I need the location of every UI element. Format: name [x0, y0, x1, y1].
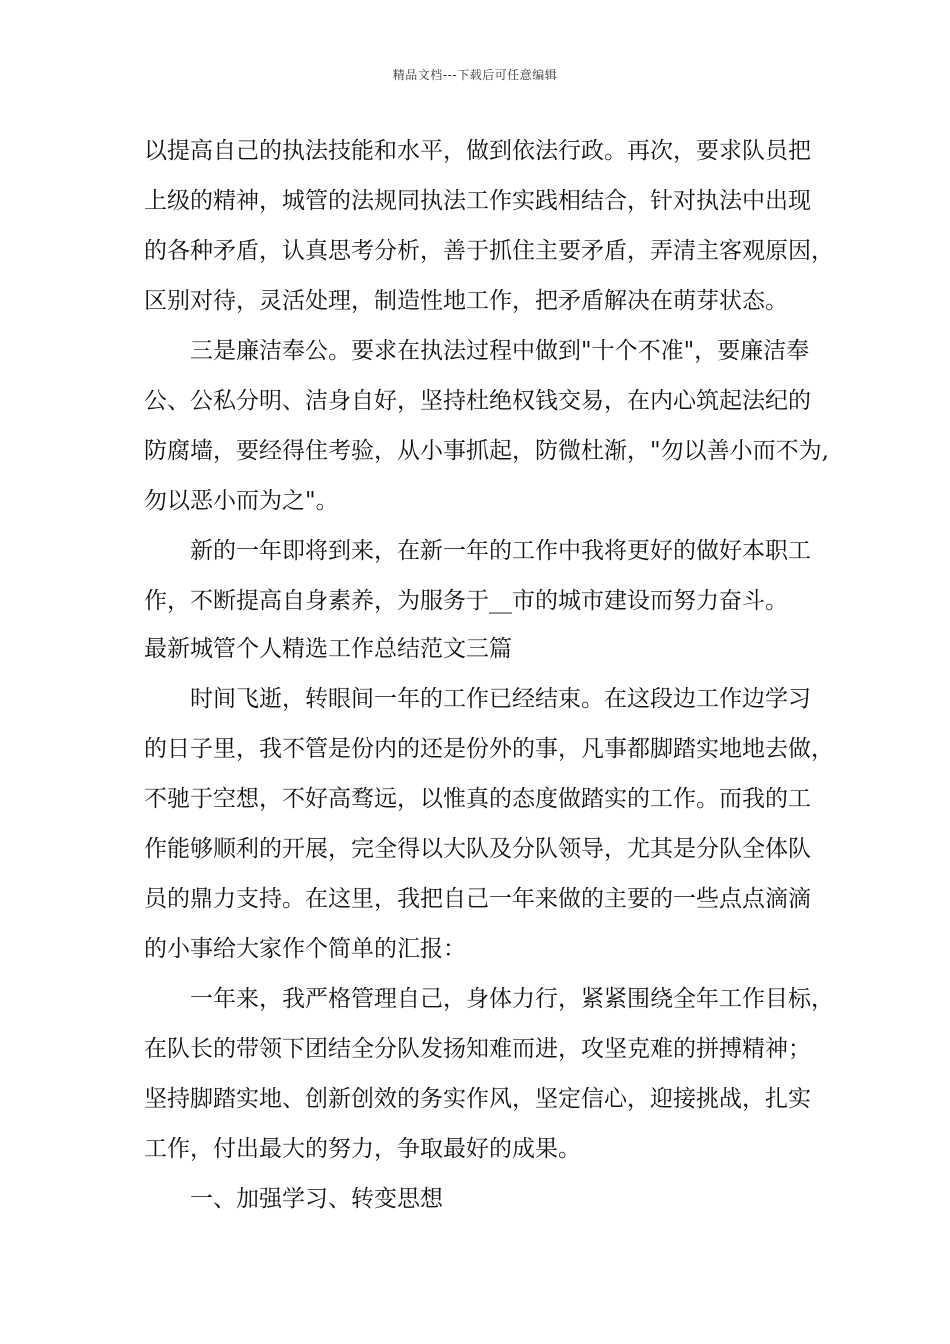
text-line: 防腐墙，要经得住考验，从小事抓起，防微杜渐，"勿以善小而不为,: [144, 438, 829, 464]
text-line: 公、公私分明、洁身自好，坚持杜绝权钱交易，在内心筑起法纪的: [144, 388, 811, 414]
text-line: 新的一年即将到来，在新一年的工作中我将更好的做好本职工: [190, 538, 811, 564]
text-line: 以提高自己的执法技能和水平，做到依法行政。再次，要求队员把: [144, 138, 811, 164]
text-line: 不驰于空想，不好高骛远，以惟真的态度做踏实的工作。而我的工: [144, 786, 811, 812]
text-line: 上级的精神，城管的法规同执法工作实践相结合，针对执法中出现: [144, 188, 811, 214]
text-line: 工作，付出最大的努力，争取最好的成果。: [144, 1136, 581, 1162]
text-line: 坚持脚踏实地、创新创效的务实作风，坚定信心，迎接挑战，扎实: [144, 1086, 811, 1112]
text-line: 三是廉洁奉公。要求在执法过程中做到"十个不准"，要廉洁奉: [190, 338, 810, 364]
text-line: 在队长的带领下团结全分队发扬知难而进，攻坚克难的拼搏精神；: [144, 1036, 811, 1062]
text-line: 作，不断提高自身素养，为服务于__市的城市建设而努力奋斗。: [144, 588, 788, 614]
text-line: 的各种矛盾，认真思考分析，善于抓住主要矛盾，弄清主客观原因，: [144, 238, 834, 264]
text-line: 区别对待，灵活处理，制造性地工作，把矛盾解决在萌芽状态。: [144, 288, 788, 314]
text-line: 员的鼎力支持。在这里，我把自己一年来做的主要的一些点点滴滴: [144, 886, 811, 912]
page-header: 精品文档---下载后可任意编辑: [392, 68, 558, 82]
text-line: 的小事给大家作个简单的汇报：: [144, 936, 466, 962]
text-line: 时间飞逝，转眼间一年的工作已经结束。在这段边工作边学习: [190, 686, 811, 712]
section-heading: 一、加强学习、转变思想: [190, 1186, 443, 1212]
text-line: 的日子里，我不管是份内的还是份外的事，凡事都脚踏实地地去做，: [144, 736, 834, 762]
section-title: 最新城管个人精选工作总结范文三篇: [144, 636, 512, 662]
text-line: 作能够顺利的开展，完全得以大队及分队领导，尤其是分队全体队: [144, 836, 811, 862]
text-line: 一年来，我严格管理自己，身体力行，紧紧围绕全年工作目标，: [190, 986, 834, 1012]
text-line: 勿以恶小而为之"。: [144, 488, 339, 514]
